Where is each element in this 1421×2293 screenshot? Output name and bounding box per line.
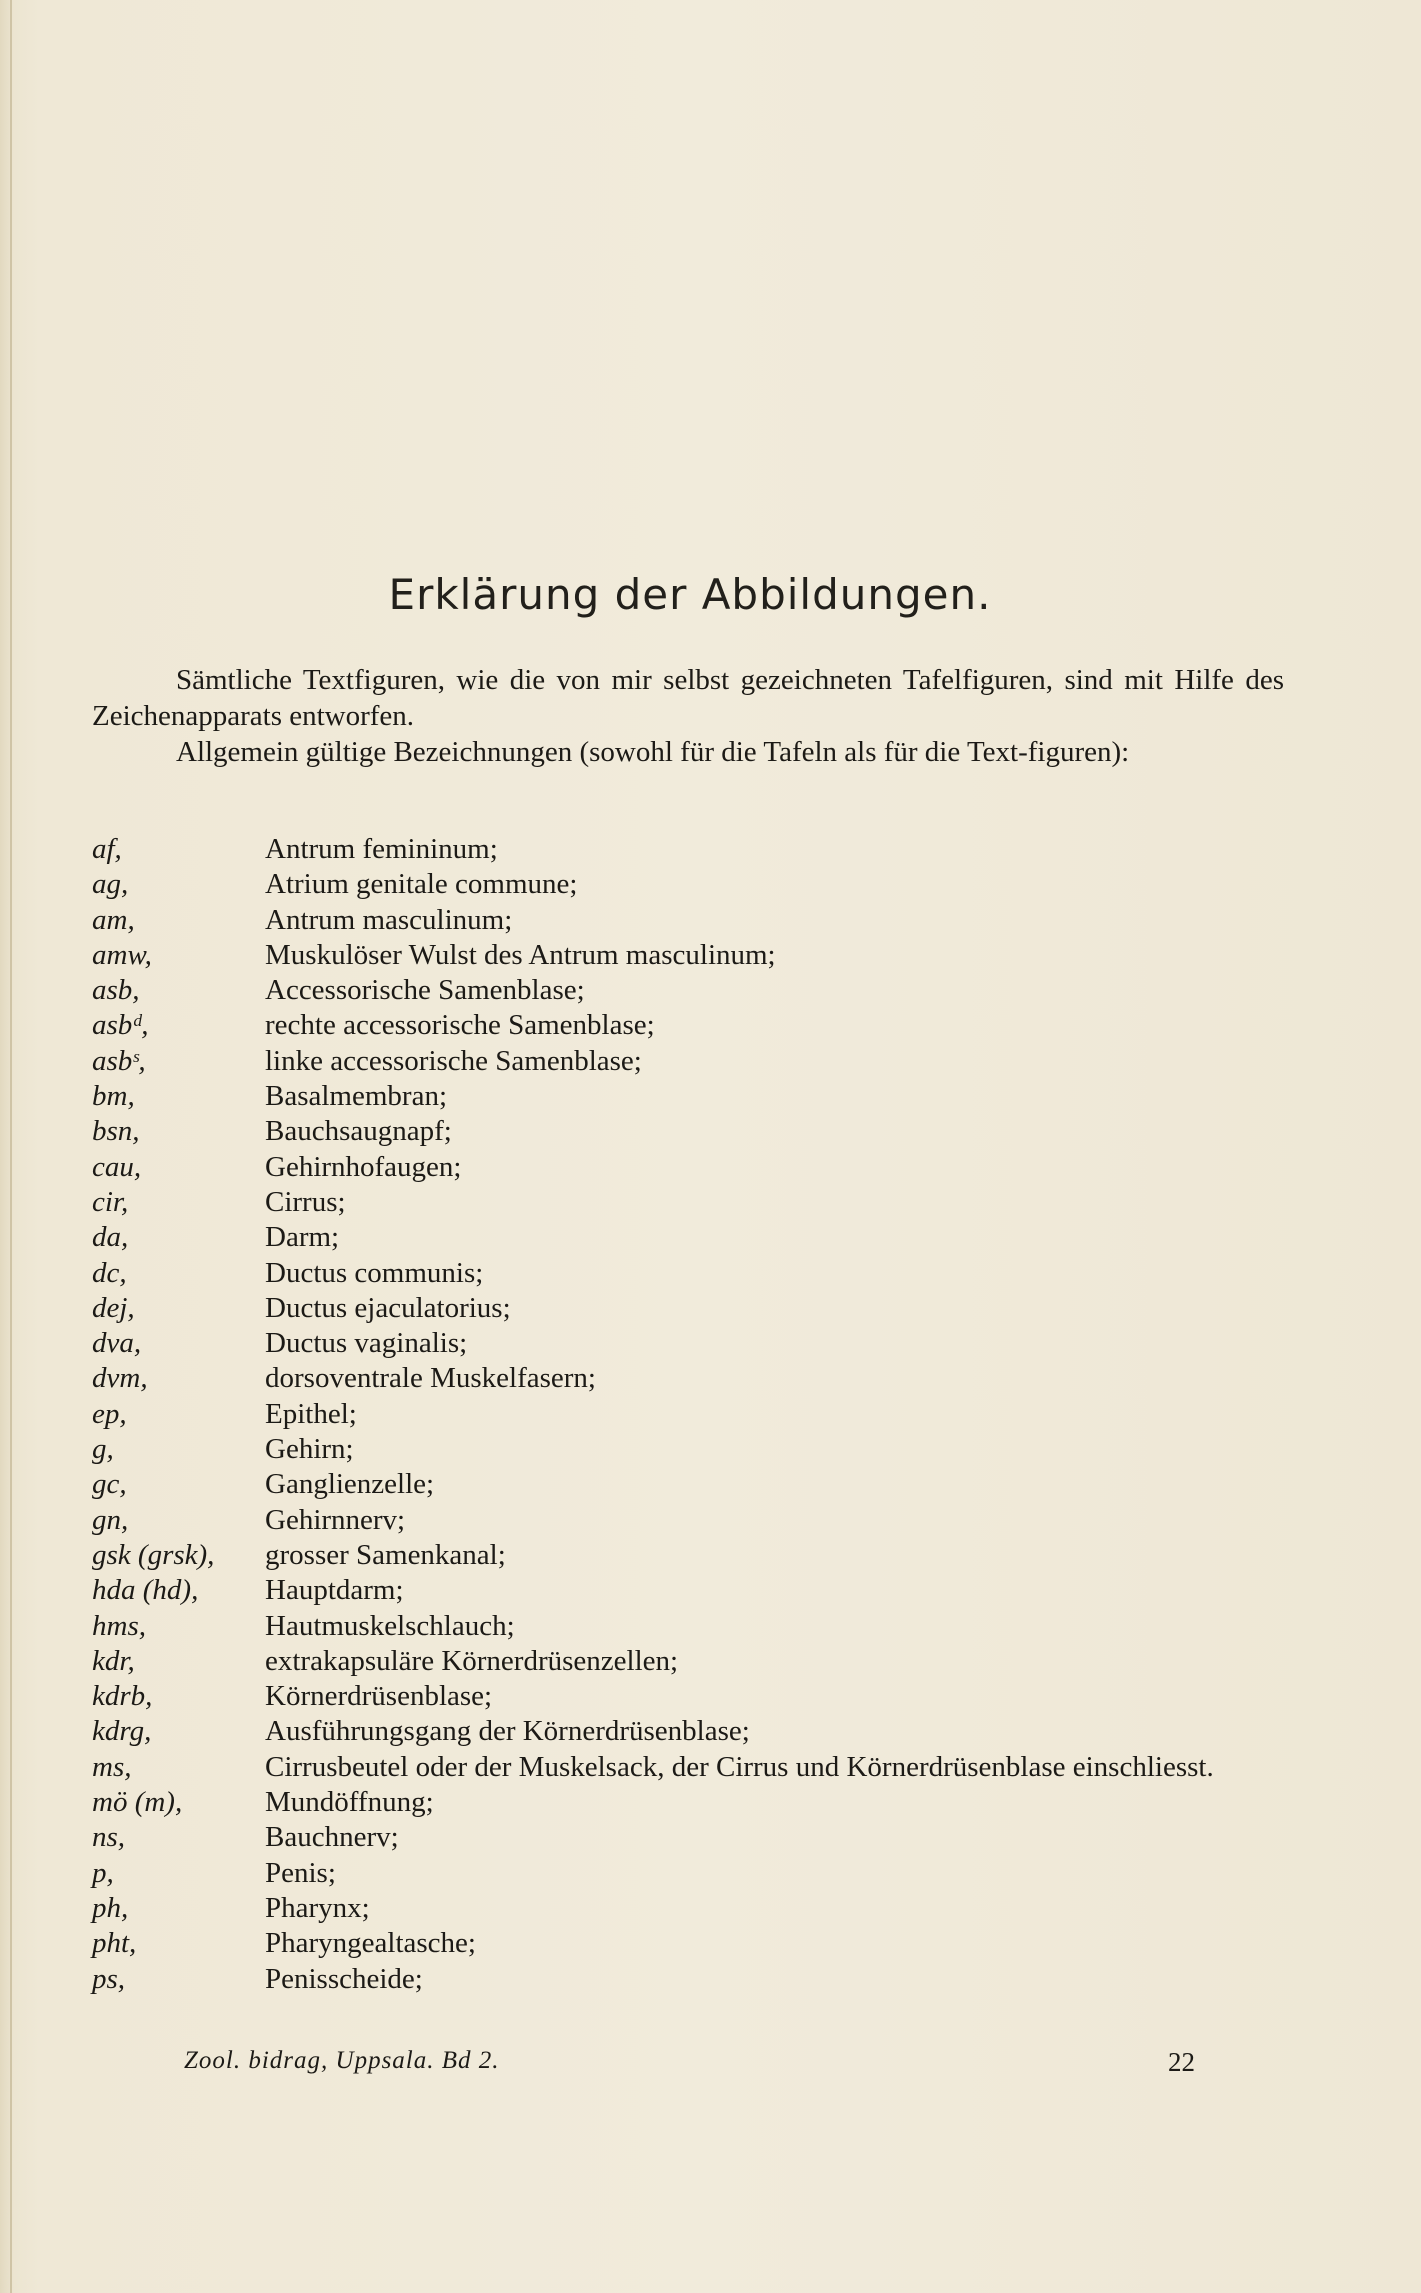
legend-entry	[92, 1008, 1292, 1043]
legend-entry	[92, 1397, 1292, 1432]
legend-abbreviation: cau,	[92, 1150, 142, 1183]
legend-abbreviation: p,	[92, 1856, 114, 1889]
legend-entry	[92, 1220, 1292, 1255]
legend-entry	[92, 1856, 1292, 1891]
legend-description: Pharynx;	[265, 1891, 370, 1924]
legend-abbreviation: af,	[92, 833, 122, 865]
legend-abbreviation: ag,	[92, 868, 129, 901]
legend-entry	[92, 1785, 1292, 1820]
legend-entry	[92, 938, 1292, 973]
intro-paragraph: Allgemein gültige Bezeichnungen (sowohl für die Tafeln als für die Text-figuren):	[176, 736, 1130, 768]
legend-description: Darm;	[265, 1221, 340, 1254]
legend-abbreviation: bm,	[92, 1080, 135, 1113]
legend-description: Cirrus;	[265, 1185, 346, 1218]
legend-entry	[92, 1962, 1292, 1997]
legend-entry	[92, 1326, 1292, 1361]
legend-description: linke accessorische Samenblase;	[265, 1044, 642, 1077]
legend-entry	[92, 1609, 1292, 1644]
legend-description: Körnerdrüsenblase;	[265, 1680, 493, 1713]
legend-abbreviation: asb,	[92, 974, 140, 1007]
page-number: 22	[1168, 2047, 1195, 2077]
legend-abbreviation: asbᵈ,	[92, 1009, 149, 1042]
legend-description: Penisscheide;	[265, 1962, 423, 1995]
page-footer	[0, 2047, 1421, 2087]
legend-abbreviation: pht,	[92, 1927, 137, 1960]
legend-abbreviation: dc,	[92, 1256, 127, 1289]
legend-entry	[92, 1820, 1292, 1855]
legend-description: rechte accessorische Samenblase;	[265, 1009, 655, 1042]
legend-entry	[92, 1185, 1292, 1220]
legend-abbreviation: ms,	[92, 1750, 132, 1783]
legend-abbreviation: ns,	[92, 1821, 126, 1854]
legend-description: Hauptdarm;	[265, 1574, 404, 1607]
abbreviation-legend	[92, 832, 1292, 1997]
legend-abbreviation: kdr,	[92, 1644, 135, 1677]
legend-description: Ausführungsgang der Körnerdrüsenblase;	[265, 1715, 750, 1748]
legend-description: Antrum femininum;	[265, 833, 498, 865]
legend-abbreviation: gn,	[92, 1503, 129, 1536]
legend-description: Muskulöser Wulst des Antrum masculinum;	[265, 938, 776, 971]
legend-abbreviation: kdrb,	[92, 1680, 153, 1713]
legend-abbreviation: ps,	[92, 1962, 126, 1995]
legend-description: Cirrusbeutel oder der Muskelsack, der Cirrus und Körnerdrüsenblase einschliesst.	[265, 1750, 1214, 1783]
intro-text	[92, 662, 1284, 770]
legend-abbreviation: dej,	[92, 1291, 135, 1324]
legend-entry	[92, 1573, 1292, 1608]
legend-abbreviation: bsn,	[92, 1115, 140, 1148]
legend-description: Ductus vaginalis;	[265, 1327, 468, 1360]
legend-abbreviation: da,	[92, 1221, 129, 1254]
legend-entry	[92, 1114, 1292, 1149]
legend-abbreviation: am,	[92, 903, 135, 936]
legend-abbreviation: gc,	[92, 1468, 127, 1501]
legend-description: Ductus ejaculatorius;	[265, 1291, 511, 1324]
legend-entry	[92, 1714, 1292, 1749]
legend-abbreviation: g,	[92, 1433, 114, 1466]
legend-entry	[92, 1538, 1292, 1573]
legend-description: grosser Samenkanal;	[265, 1538, 506, 1571]
legend-abbreviation: amw,	[92, 938, 152, 971]
legend-description: Basalmembran;	[265, 1080, 448, 1113]
legend-description: extrakapsuläre Körnerdrüsenzellen;	[265, 1644, 679, 1677]
legend-entry	[92, 1926, 1292, 1961]
legend-abbreviation: ph,	[92, 1891, 129, 1924]
legend-entry	[92, 832, 1292, 867]
legend-description: Mundöffnung;	[265, 1786, 434, 1819]
legend-description: Epithel;	[265, 1397, 357, 1430]
legend-entry	[92, 1432, 1292, 1467]
legend-description: Ganglienzelle;	[265, 1468, 435, 1501]
legend-abbreviation: asbˢ,	[92, 1044, 146, 1077]
legend-abbreviation: hms,	[92, 1609, 146, 1642]
legend-entry	[92, 1291, 1292, 1326]
legend-entry	[92, 1467, 1292, 1502]
legend-description: dorsoventrale Muskelfasern;	[265, 1362, 596, 1395]
legend-entry	[92, 1679, 1292, 1714]
legend-entry	[92, 1891, 1292, 1926]
legend-entry	[92, 1750, 1292, 1785]
legend-entry	[92, 1044, 1292, 1079]
legend-entry	[92, 1079, 1292, 1114]
legend-entry	[92, 1256, 1292, 1291]
page-edge-shadow	[10, 0, 12, 2293]
legend-description: Accessorische Samenblase;	[265, 974, 585, 1007]
legend-description: Antrum masculinum;	[265, 903, 513, 936]
legend-entry	[92, 1503, 1292, 1538]
legend-abbreviation: ep,	[92, 1397, 127, 1430]
journal-reference: Zool. bidrag, Uppsala. Bd 2.	[184, 2047, 500, 2074]
legend-entry	[92, 1150, 1292, 1185]
intro-paragraph: Sämtliche Textfiguren, wie die von mir selbst gezeichneten Tafelfiguren, sind mit Hilfe des Zeichenapparats entworfen.	[92, 664, 1284, 732]
legend-description: Gehirnhofaugen;	[265, 1150, 462, 1183]
legend-entry	[92, 903, 1292, 938]
legend-description: Atrium genitale commune;	[265, 868, 578, 901]
legend-description: Gehirn;	[265, 1433, 354, 1466]
legend-description: Gehirnnerv;	[265, 1503, 406, 1536]
legend-description: Hautmuskelschlauch;	[265, 1609, 515, 1642]
legend-description: Penis;	[265, 1856, 336, 1889]
legend-description: Bauchsaugnapf;	[265, 1115, 452, 1148]
legend-abbreviation: cir,	[92, 1185, 129, 1218]
legend-entry	[92, 1644, 1292, 1679]
legend-abbreviation: mö (m),	[92, 1786, 183, 1819]
legend-entry	[92, 1361, 1292, 1396]
legend-entry	[92, 973, 1292, 1008]
legend-entry	[92, 867, 1292, 902]
legend-abbreviation: dvm,	[92, 1362, 148, 1395]
legend-description: Pharyngealtasche;	[265, 1927, 476, 1960]
legend-abbreviation: hda (hd),	[92, 1574, 199, 1607]
legend-description: Bauchnerv;	[265, 1821, 399, 1854]
legend-description: Ductus communis;	[265, 1256, 484, 1289]
legend-abbreviation: gsk (grsk),	[92, 1538, 215, 1571]
page-title: Erklärung der Abbildungen.	[388, 570, 992, 619]
legend-abbreviation: kdrg,	[92, 1715, 152, 1748]
legend-abbreviation: dva,	[92, 1327, 142, 1360]
